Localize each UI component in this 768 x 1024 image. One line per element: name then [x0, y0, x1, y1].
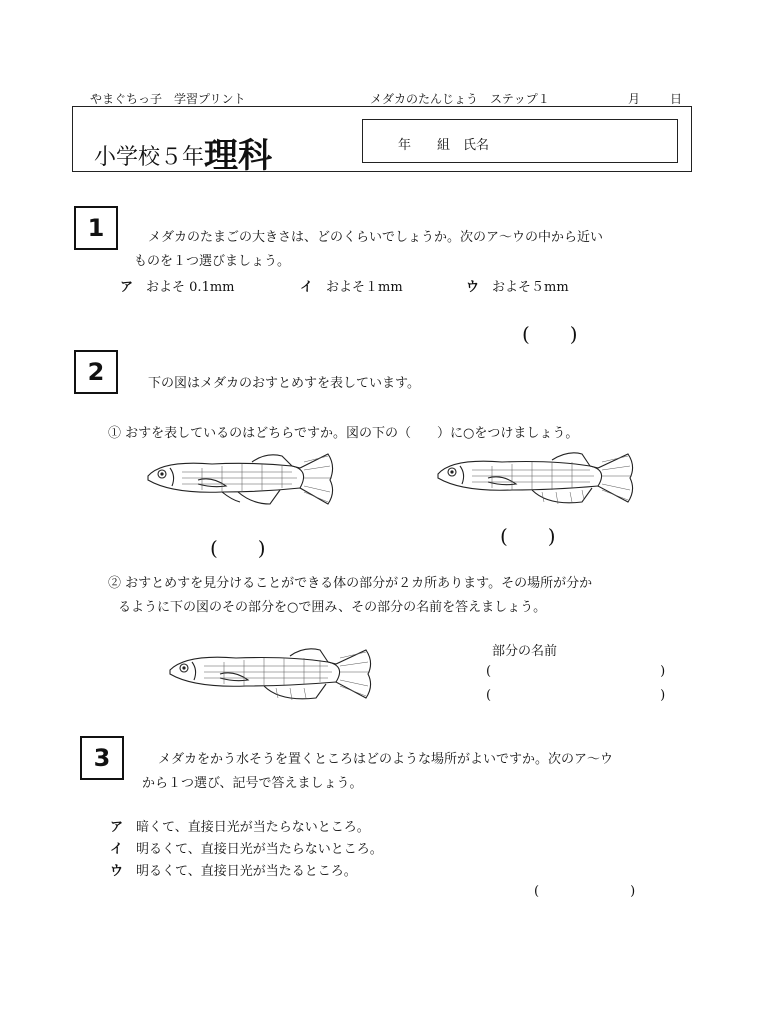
question-number-3: 3: [80, 736, 124, 780]
publisher-label: やまぐちっ子 学習プリント: [90, 92, 246, 106]
parts-answer-blank-2[interactable]: ( ): [486, 688, 666, 703]
option-key: ウ: [110, 864, 124, 879]
q1-option-u: [466, 276, 569, 295]
subject-label: 理科: [204, 136, 273, 176]
day-label: 日: [670, 92, 683, 106]
medaka-fish-bottom-icon: [164, 640, 378, 710]
page-title: [94, 128, 272, 177]
q3-option-u: [110, 860, 357, 879]
q1-text-line2: ものを１つ選びましょう。: [134, 254, 291, 269]
option-text: およそ５mm: [492, 280, 569, 295]
q3-text-line1: メダカをかう水そうを置くところはどのような場所がよいですか。次のア～ウ: [158, 752, 614, 767]
q1-option-i: [300, 276, 403, 295]
q2-sub1-text: ① おすを表しているのはどちらですか。図の下の（ ）に○をつけましょう。: [108, 426, 579, 441]
option-key: ウ: [466, 280, 480, 295]
name-fields-label: 年 組 氏名: [398, 138, 490, 153]
medaka-fish-left-icon: [142, 446, 342, 512]
q1-option-a: [120, 276, 235, 295]
question-number-2: 2: [74, 350, 118, 394]
option-text: 明るくて、直接日光が当たるところ。: [136, 864, 357, 879]
option-text: およそ 0.1mm: [146, 280, 235, 295]
q2-right-answer-blank[interactable]: ( ): [500, 524, 556, 548]
parts-answer-blank-1[interactable]: ( ): [486, 664, 666, 679]
month-label: 月: [628, 92, 641, 106]
option-key: イ: [300, 280, 314, 295]
option-key: ア: [110, 820, 124, 835]
medaka-fish-right-icon: [432, 446, 640, 510]
unit-label: メダカのたんじょう ステップ１: [370, 92, 550, 106]
q2-sub2-line1: ② おすとめすを見分けることができる体の部分が２カ所あります。その場所が分か: [108, 576, 593, 591]
question-number-1: 1: [74, 206, 118, 250]
q3-text-line2: から１つ選び、記号で答えましょう。: [142, 776, 363, 791]
q3-answer-blank[interactable]: ( ): [534, 884, 636, 899]
option-key: ア: [120, 280, 134, 295]
grade-label: 小学校５年: [94, 145, 205, 170]
option-key: イ: [110, 842, 124, 857]
option-text: およそ１mm: [326, 280, 403, 295]
q2-sub2-line2: るように下の図のその部分を○で囲み、その部分の名前を答えましょう。: [118, 600, 547, 615]
q1-text-line1: メダカのたまごの大きさは、どのくらいでしょうか。次のア～ウの中から近い: [148, 230, 604, 245]
q3-option-a: [110, 816, 370, 835]
option-text: 明るくて、直接日光が当たらないところ。: [136, 842, 383, 857]
q3-option-i: [110, 838, 383, 857]
q1-answer-blank[interactable]: ( ): [522, 322, 578, 346]
option-text: 暗くて、直接日光が当たらないところ。: [136, 820, 370, 835]
q2-intro: 下の図はメダカのおすとめすを表しています。: [148, 376, 420, 391]
parts-name-label: 部分の名前: [492, 644, 558, 659]
q2-left-answer-blank[interactable]: ( ): [210, 536, 266, 560]
